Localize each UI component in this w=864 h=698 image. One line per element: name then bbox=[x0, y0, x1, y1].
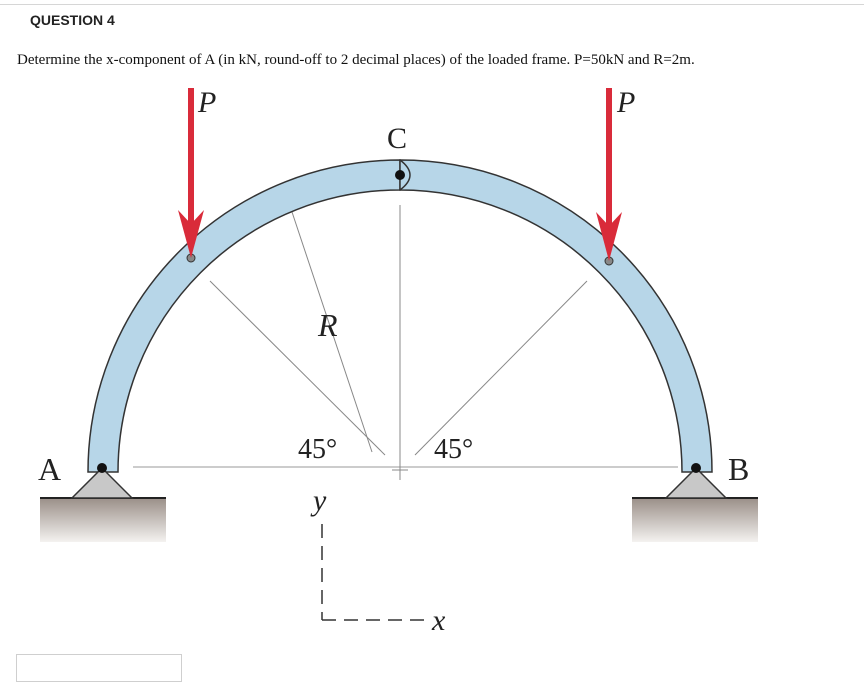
y-axis-label: y bbox=[313, 484, 327, 517]
question-title: QUESTION 4 bbox=[30, 12, 115, 28]
angle-right-label: 45° bbox=[434, 434, 474, 465]
guide-line-right-45 bbox=[415, 281, 587, 455]
support-a-pin bbox=[97, 463, 107, 473]
hinge-c-pin bbox=[395, 170, 405, 180]
support-a-label: A bbox=[38, 451, 62, 487]
support-b-label: B bbox=[728, 451, 750, 487]
arch-right-half bbox=[400, 160, 712, 472]
x-axis-label: x bbox=[432, 604, 446, 637]
ground-right bbox=[632, 498, 758, 542]
radius-label: R bbox=[318, 307, 338, 343]
support-b-pin bbox=[691, 463, 701, 473]
question-text: Determine the x-component of A (in kN, round-off to 2 decimal places) of the loaded frame. P=50kN and R=2m. bbox=[17, 52, 695, 68]
angle-left-label: 45° bbox=[298, 434, 338, 465]
answer-input[interactable] bbox=[16, 654, 182, 682]
hinge-c-label: C bbox=[387, 122, 408, 155]
guide-line-left-45 bbox=[210, 281, 385, 455]
load-left-label: P bbox=[198, 86, 217, 119]
ground-left bbox=[40, 498, 166, 542]
arch-left-half bbox=[88, 160, 400, 472]
load-right-label: P bbox=[617, 86, 636, 119]
